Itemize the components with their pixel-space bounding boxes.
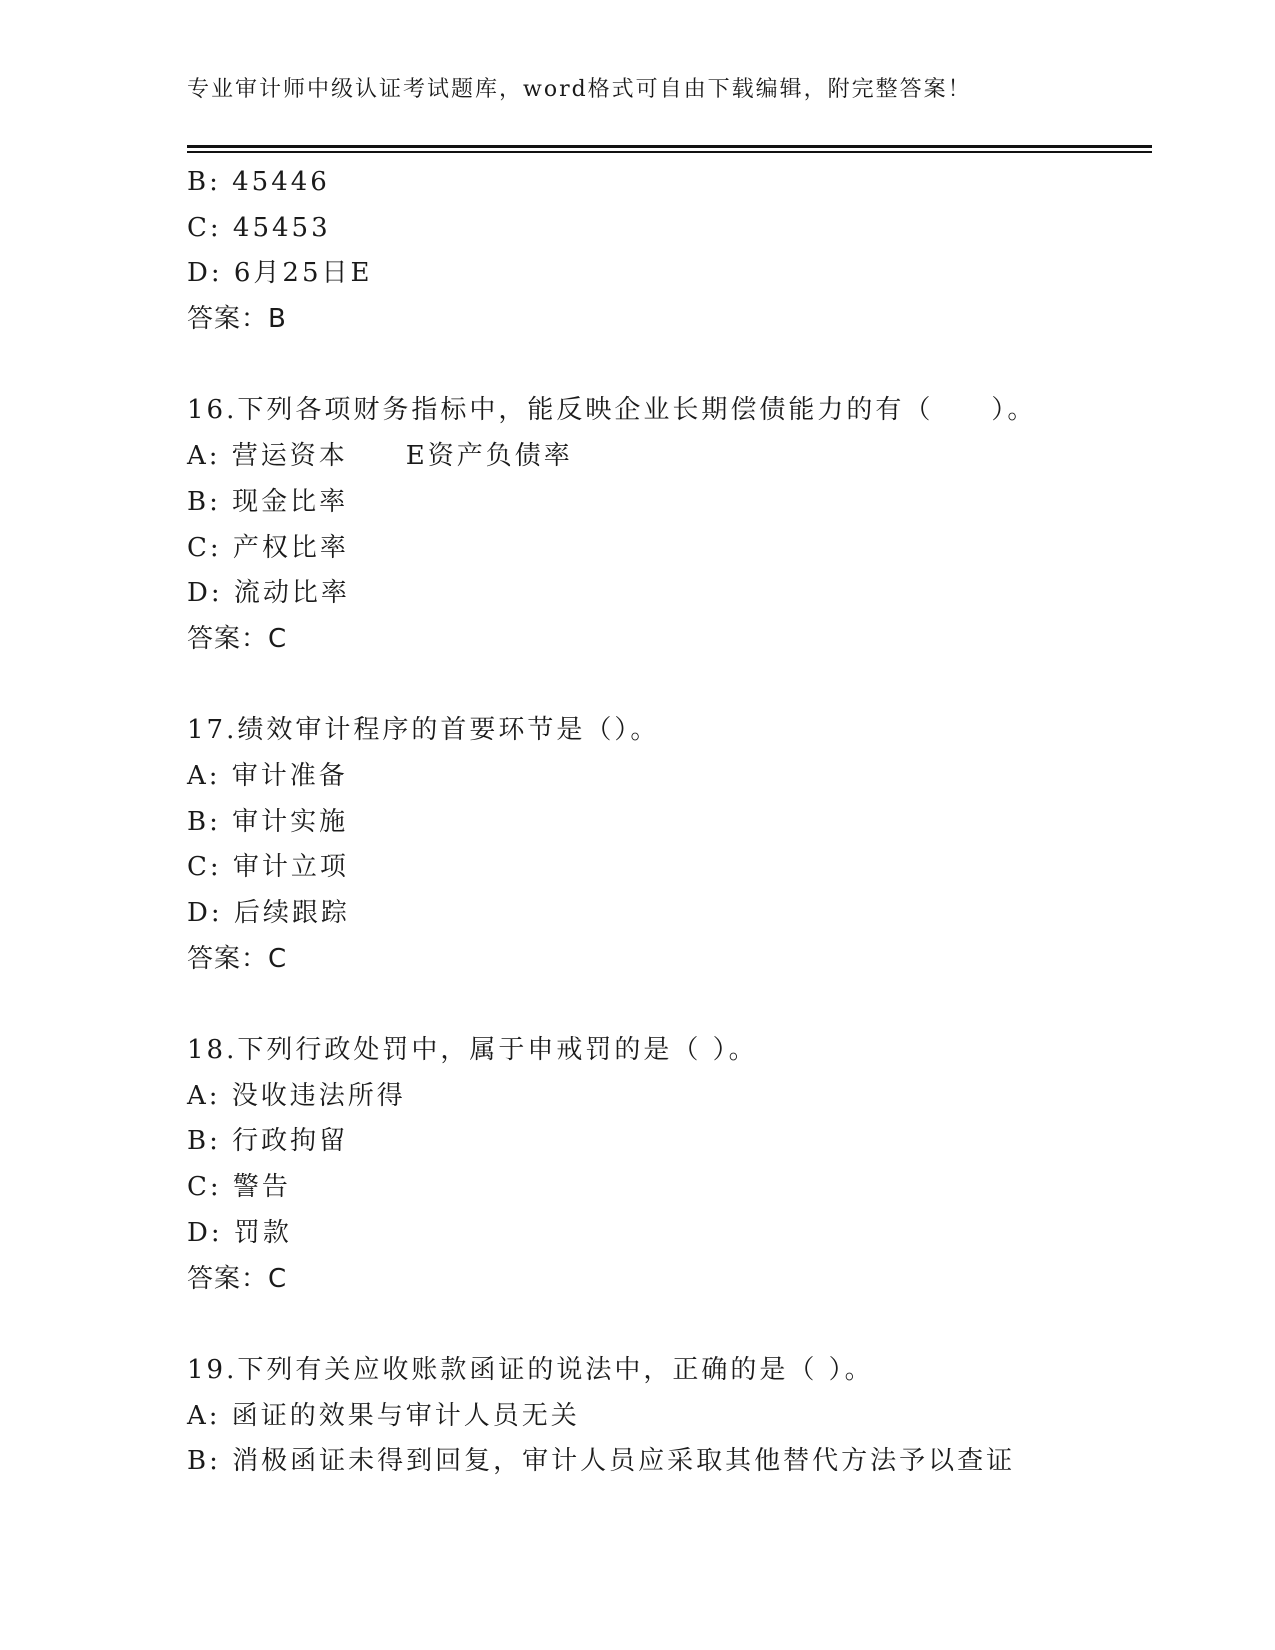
- option-d: D: 后续跟踪: [187, 898, 350, 928]
- answer: 答案：C: [187, 1263, 288, 1294]
- option-b: B: 行政拘留: [187, 1126, 349, 1157]
- option-d: D: 6月25日E: [187, 258, 373, 289]
- document-body: [187, 160, 1152, 1485]
- option-c: C: 45453: [187, 212, 331, 243]
- option-b: B: 消极函证未得到回复，审计人员应采取其他替代方法予以查证: [187, 1446, 1016, 1477]
- option-b: B: 45446: [187, 167, 330, 197]
- option-b: B: 审计实施: [187, 806, 349, 837]
- option-a: A: 营运资本 E资产负债率: [187, 441, 573, 472]
- header-rule-thin: [187, 151, 1152, 153]
- option-c: C: 审计立项: [187, 852, 349, 883]
- continued-question: [187, 160, 1152, 343]
- question-stem: 16.下列各项财务指标中，能反映企业长期偿债能力的有（ ）。: [187, 395, 1037, 426]
- answer: 答案：C: [187, 623, 288, 654]
- header-rule-thick: [187, 145, 1152, 148]
- question-19: [187, 1348, 1152, 1485]
- question-17: [187, 708, 1152, 982]
- answer: 答案：B: [187, 304, 287, 335]
- option-c: C: 产权比率: [187, 532, 349, 563]
- question-stem: 18.下列行政处罚中，属于申戒罚的是（ ）。: [187, 1035, 758, 1066]
- option-a: A: 函证的效果与审计人员无关: [187, 1400, 580, 1431]
- question-16: [187, 388, 1152, 662]
- option-b: B: 现金比率: [187, 486, 349, 517]
- option-d: D: 流动比率: [187, 578, 350, 609]
- page-header: 专业审计师中级认证考试题库，word格式可自由下载编辑，附完整答案！: [187, 77, 972, 102]
- option-c: C: 警告: [187, 1172, 291, 1203]
- answer: 答案：C: [187, 943, 288, 974]
- option-a: A: 审计准备: [187, 760, 348, 791]
- option-a: A: 没收违法所得: [187, 1080, 406, 1111]
- question-18: [187, 1028, 1152, 1302]
- option-d: D: 罚款: [187, 1217, 292, 1248]
- question-stem: 19.下列有关应收账款函证的说法中，正确的是（ ）。: [187, 1354, 874, 1385]
- question-stem: 17.绩效审计程序的首要环节是（）。: [187, 715, 660, 746]
